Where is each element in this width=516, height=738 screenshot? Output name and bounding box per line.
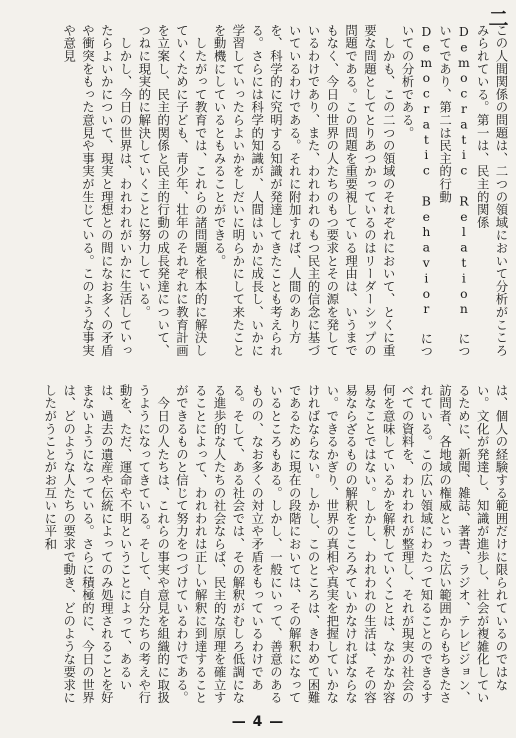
- lower-text-block: [6, 384, 510, 710]
- section-heading: 二: [485, 8, 509, 30]
- lower-body-text: は、個人の経験する範囲だけに限られているのではない。文化が発達し、知識が進歩し、社会が複雑化しているために、新聞、雑誌、著書、ラジオ、テレビジョン、訪問者、各地域の権威といった広い範囲からもちきたされている。この広い領域にわたって知ることのできるすべての資料を、われわれが整理し、それが現実の社会の何を意味しているかを解釈していくことは、なかなか容易なことではない。しかし、われわれの生活は、その容易ならざるものの解釈をこころみていかなければならない。できるかぎり、世界の真相や真実を把握していかなければならない。しかし、このところは、きわめて困難であるために現在の段階においては、その解釈になっているところもある。しかし、一般にいって、善意のあるものの、なお多くの対立や矛盾をもっているわけである。そして、ある社会では、その解釈がむしろ低調になる進歩的な人たちの社会ならば、民主的な原理を確立することによって、われわれは正しい解釈に到達することができるものと信じて努力をつづけているわけである。 今日の人たちは、これらの事実や意見を組織的に取扱うようになってきている。そして、自分たちの考えや行動を、ただ、運命や不明ということによって、あるいは、過去の遺産や伝統によってのみ処理されることを好まないようになっている。さらに積極的に、今日の世界は、どのような人たちの要求で動き、どのような要求にしたがうことがお互いに平和: [42, 384, 509, 704]
- page-number: — 4 —: [231, 714, 285, 730]
- upper-body-text: この人間関係の問題は、二つの領域において分析がこころみられている。第一は、民主的関係 Democratic Relation についてであり、第二は民主的行動 Democratic Behavior についての分析である。 しかも、この二つの領域のそれぞれにおいて、とくに重要な問題としてとりあつかっているのはリーダーシップの問題である。この問題を重要視している理由は、いうまでもなく、今日の世界の人たちのもつ要求とその源を発しているわけであり、また、われわれのもつ民主的信念に基づいているわけである。それに附加すれば、人間のあり方を、科学的に究明する知識が発達してきたことも考えられる。さらには科学的知識が、人間はいかに成長し、いかに学習していったらよいかをしだいに明らかにして来たことを動機にしているともみることができる。 したがって教育では、これらの諸問題を根本的に解決していくために子ども、青少年、壮年のそれぞれに教育計画を立案し、民主的関係と民主的行動の成長発達について、つねに現実的に解決していくことに努力している。 しかし、今日の世界は、われわれがいかに生活していったらよいかについて、現実と理想との間になお多くの矛盾や衝突をもった意見や事実が生じている。このような事実や意見: [61, 24, 509, 358]
- upper-text-block: [6, 24, 510, 364]
